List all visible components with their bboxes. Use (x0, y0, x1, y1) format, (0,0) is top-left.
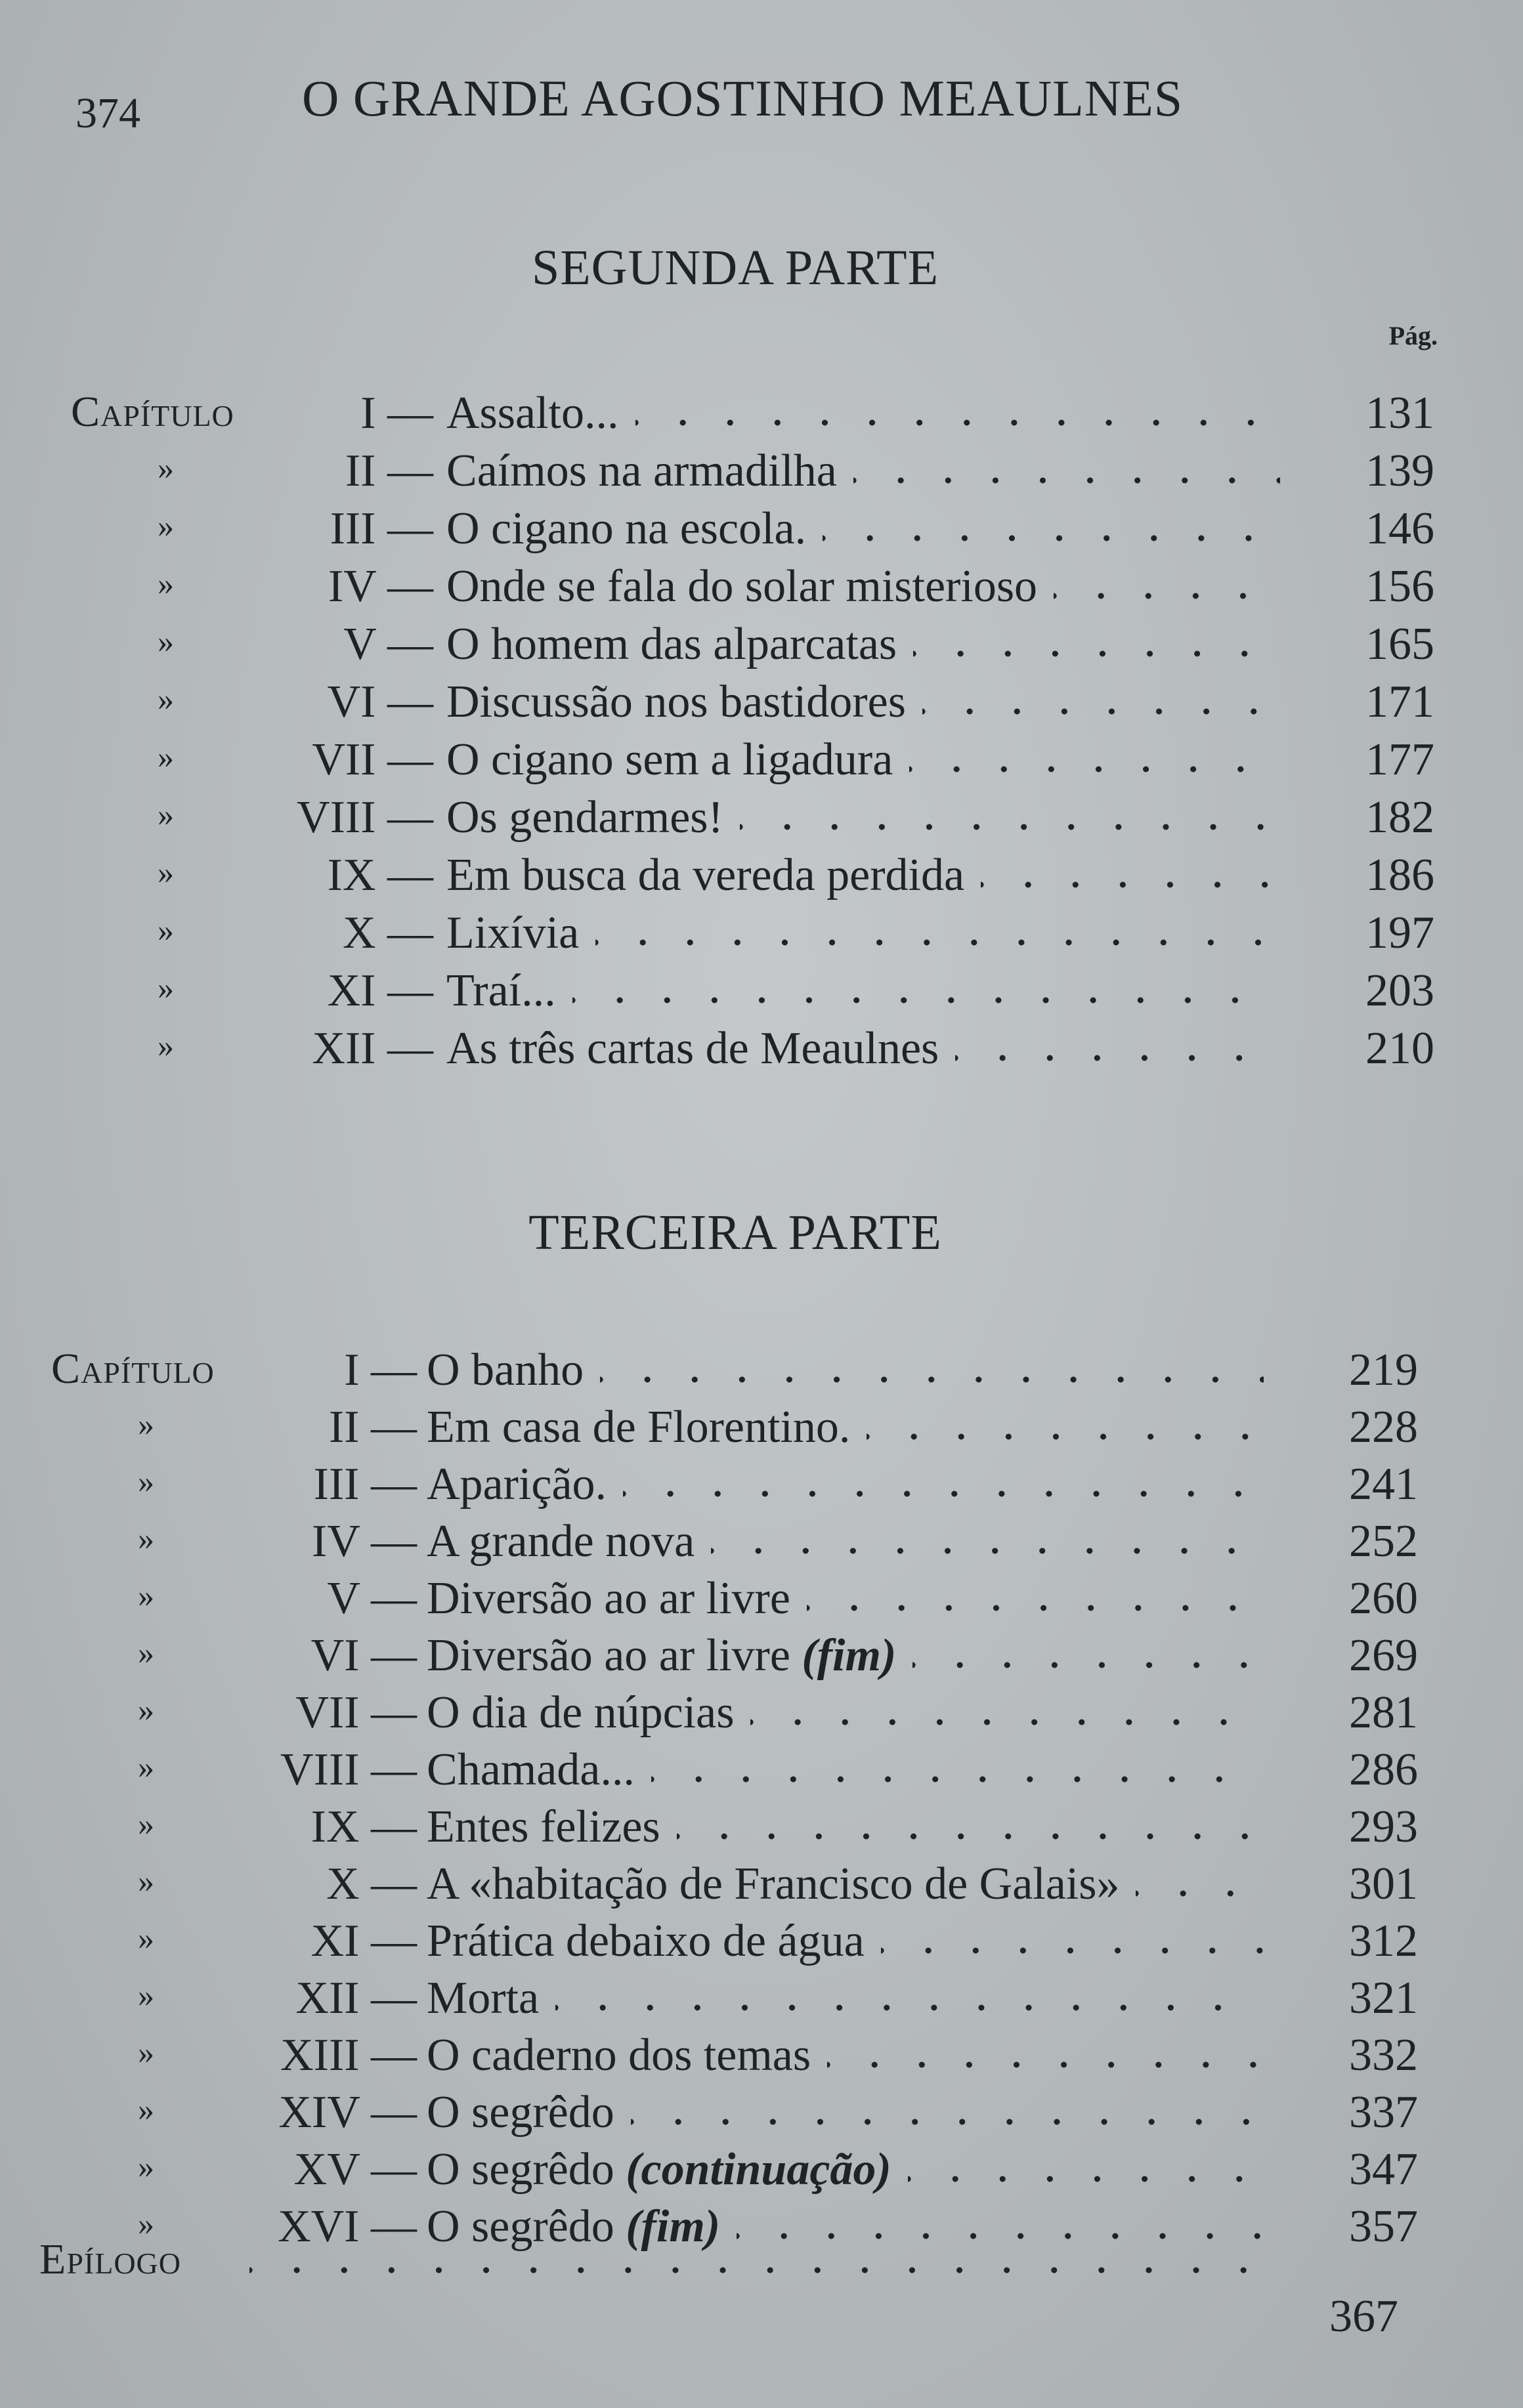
chapter-title-text: O segrêdo (427, 2201, 614, 2252)
ditto-mark: » (138, 2091, 154, 2128)
chapter-page: 312 (1349, 1916, 1418, 1966)
chapter-page: 182 (1365, 792, 1434, 843)
toc-row[interactable] (0, 2086, 1523, 2144)
dot-leader (631, 2096, 1264, 2135)
chapter-numeral: V (327, 1573, 360, 1624)
chapter-title-text: O dia de núpcias (427, 1687, 735, 1738)
chapter-number: IV — (328, 561, 433, 612)
ditto-mark: » (138, 1691, 154, 1728)
dot-leader (249, 2244, 1274, 2283)
chapter-number: VI — (327, 677, 433, 727)
chapter-number: XV — (293, 2144, 417, 2195)
toc-row[interactable] (0, 560, 1523, 618)
ditto-mark: » (138, 2205, 154, 2242)
dot-leader (881, 1924, 1264, 1964)
dot-leader (651, 1753, 1264, 1792)
chapter-title (446, 560, 1037, 613)
chapter-numeral: III (313, 1459, 360, 1510)
ditto-mark: » (138, 2148, 154, 2185)
chapter-title (427, 2144, 891, 2196)
dot-leader (853, 454, 1280, 494)
toc-row[interactable] (0, 792, 1523, 849)
chapter-title-text: Em casa de Florentino. (427, 1402, 851, 1452)
chapter-title (446, 676, 906, 729)
dot-leader (677, 1810, 1264, 1849)
chapter-title-text: Diversão ao ar livre (427, 1573, 790, 1624)
epilogue-label: Epílogo (39, 2235, 181, 2283)
chapter-numeral: XII (295, 1973, 360, 2023)
chapter-number: VIII — (297, 792, 433, 843)
dot-leader (908, 2153, 1264, 2192)
chapter-number: II — (328, 1402, 417, 1452)
toc-row[interactable] (0, 2029, 1523, 2087)
chapter-page: 165 (1365, 619, 1434, 669)
dot-leader (823, 512, 1280, 551)
chapter-number: VI — (311, 1630, 417, 1681)
chapter-title-text: O segrêdo (427, 2087, 614, 2138)
chapter-numeral: VI (327, 677, 376, 727)
chapter-title (446, 907, 579, 960)
chapter-numeral: XIII (280, 2030, 360, 2081)
ditto-mark: » (138, 1806, 154, 1842)
page-column-label: Pág. (1388, 321, 1438, 350)
chapter-title-text: Discussão nos bastidores (446, 677, 906, 727)
chapter-page: 357 (1349, 2201, 1418, 2252)
chapter-title (427, 2086, 614, 2139)
chapter-page: 177 (1365, 734, 1434, 785)
chapter-title-text: Prática debaixo de água (427, 1916, 865, 1966)
toc-row[interactable] (0, 965, 1523, 1023)
chapter-number: II — (345, 446, 433, 496)
ditto-mark: » (158, 738, 174, 775)
chapter-numeral: I (360, 388, 376, 438)
ditto-mark: » (158, 796, 174, 833)
toc-row[interactable] (0, 907, 1523, 965)
epilogue-row[interactable] (0, 2235, 1523, 2342)
chapter-page: 260 (1349, 1573, 1418, 1624)
chapter-title (427, 1401, 850, 1454)
ditto-mark: » (138, 2034, 154, 2071)
part-title-terceira: TERCEIRA PARTE (528, 1205, 942, 1260)
toc-row[interactable] (0, 1344, 1523, 1402)
chapter-number: X — (326, 1859, 417, 1909)
chapter-title-suffix: (fim) (802, 1630, 897, 1681)
chapter-title (427, 1687, 734, 1739)
toc-row[interactable] (0, 849, 1523, 907)
dot-leader (555, 1981, 1264, 2021)
toc-row[interactable] (0, 1858, 1523, 1916)
dot-leader (827, 2038, 1264, 2078)
chapter-number: VII — (295, 1687, 417, 1738)
chapter-title (446, 792, 723, 844)
chapter-numeral: XV (293, 2144, 360, 2195)
chapter-number: VII — (312, 734, 433, 785)
page-number: 374 (75, 89, 140, 137)
chapter-title (446, 1023, 939, 1075)
chapter-title-text: Onde se fala do solar misterioso (446, 561, 1038, 612)
ditto-mark: » (158, 912, 174, 948)
part-title-segunda: SEGUNDA PARTE (531, 240, 939, 295)
dot-leader (807, 1582, 1264, 1621)
ditto-mark: » (138, 1863, 154, 1899)
toc-row[interactable] (0, 1515, 1523, 1573)
toc-row[interactable] (0, 1744, 1523, 1802)
chapter-title-text: O cigano sem a ligadura (446, 734, 893, 785)
ditto-mark: » (138, 1520, 154, 1557)
toc-row[interactable] (0, 387, 1523, 445)
toc-row[interactable] (0, 1023, 1523, 1080)
chapter-title-text: Entes felizes (427, 1802, 660, 1852)
chapter-title (427, 1744, 635, 1796)
toc-row[interactable] (0, 1458, 1523, 1516)
chapter-page: 131 (1365, 388, 1434, 438)
ditto-mark: » (158, 507, 174, 544)
chapter-title-text: Traí... (446, 965, 556, 1016)
chapter-title (446, 618, 897, 671)
chapter-numeral: V (343, 619, 376, 669)
dot-leader (981, 858, 1280, 898)
ditto-mark: » (138, 1920, 154, 1956)
chapter-title (446, 503, 806, 555)
chapter-title (446, 734, 893, 786)
chapter-title (446, 965, 556, 1017)
dot-leader (623, 1468, 1264, 1507)
ditto-mark: » (158, 854, 174, 891)
chapter-page: 337 (1349, 2087, 1418, 2138)
dot-leader (740, 801, 1280, 840)
chapter-title-text: O banho (427, 1345, 584, 1395)
chapter-numeral: III (330, 503, 376, 554)
dot-leader (600, 1353, 1264, 1393)
page-header (0, 62, 1523, 135)
chapter-page: 293 (1349, 1802, 1418, 1852)
chapter-page: 219 (1349, 1345, 1418, 1395)
chapter-numeral: XI (311, 1916, 360, 1966)
ditto-mark: » (158, 450, 174, 486)
chapter-numeral: II (328, 1402, 360, 1452)
chapter-title-text: As três cartas de Meaulnes (446, 1023, 939, 1074)
chapter-title (427, 1630, 896, 1682)
toc-row[interactable] (0, 1401, 1523, 1459)
chapter-numeral: XVI (278, 2201, 360, 2252)
chapter-title-suffix: (continuação) (626, 2144, 891, 2195)
chapter-title (427, 1573, 790, 1625)
chapter-numeral: VI (311, 1630, 360, 1681)
chapter-number: XII — (295, 1973, 417, 2023)
chapter-title-text: A grande nova (427, 1516, 695, 1567)
ditto-mark: » (138, 1406, 154, 1443)
toc-row[interactable] (0, 1801, 1523, 1859)
chapter-numeral: XIV (278, 2087, 360, 2138)
chapter-numeral: IX (311, 1802, 360, 1852)
chapter-numeral: XII (312, 1023, 376, 1074)
chapter-number: I — (360, 388, 433, 438)
chapter-title-text: A «habitação de Francisco de Galais» (427, 1859, 1120, 1909)
chapter-page: 210 (1365, 1023, 1434, 1074)
dot-leader (955, 1032, 1280, 1071)
ditto-mark: » (138, 1748, 154, 1785)
toc-row[interactable] (0, 1573, 1523, 1630)
chapter-number: XVI — (278, 2201, 417, 2252)
toc-row[interactable] (0, 1915, 1523, 1973)
chapter-page: 347 (1349, 2144, 1418, 2195)
chapter-title-text: O caderno dos temas (427, 2030, 811, 2081)
dot-leader (909, 743, 1280, 782)
chapter-numeral: VII (312, 734, 376, 785)
chapter-numeral: IV (328, 561, 376, 612)
dot-leader (750, 1696, 1264, 1735)
chapter-title (427, 1344, 584, 1397)
chapter-title (446, 445, 837, 497)
chapter-number: X — (342, 908, 433, 958)
ditto-mark: » (138, 1577, 154, 1614)
dot-leader (912, 1639, 1264, 1678)
chapter-title-text: O homem das alparcatas (446, 619, 897, 669)
chapter-title (427, 1458, 607, 1511)
chapter-title-text: O cigano na escola. (446, 503, 807, 554)
chapter-page: 301 (1349, 1859, 1418, 1909)
chapter-page: 241 (1349, 1459, 1418, 1510)
chapter-number: III — (330, 503, 433, 554)
chapter-number: III — (313, 1459, 417, 1510)
ditto-mark: » (138, 1634, 154, 1671)
chapter-numeral: XI (327, 965, 376, 1016)
ditto-mark: » (158, 565, 174, 602)
chapter-title-text: Morta (427, 1973, 540, 2023)
chapter-page: 197 (1365, 908, 1434, 958)
chapter-title-text: Os gendarmes! (446, 792, 723, 843)
dot-leader (1054, 570, 1280, 609)
toc-row[interactable] (0, 1972, 1523, 2030)
toc-row[interactable] (0, 445, 1523, 503)
chapter-page: 228 (1349, 1402, 1418, 1452)
chapter-number: XI — (311, 1916, 417, 1966)
chapter-title-text: Chamada... (427, 1744, 635, 1795)
chapter-number: XIV — (278, 2087, 417, 2138)
chapter-page: 281 (1349, 1687, 1418, 1738)
epilogue-page: 367 (1329, 2291, 1398, 2342)
dot-leader (711, 1525, 1264, 1564)
chapter-title (427, 1915, 865, 1968)
dot-leader (572, 974, 1280, 1013)
chapter-page: 171 (1365, 677, 1434, 727)
chapter-number: VIII — (280, 1744, 417, 1795)
chapter-page: 203 (1365, 965, 1434, 1016)
chapter-title-text: Caímos na armadilha (446, 446, 837, 496)
chapter-numeral: IV (311, 1516, 360, 1567)
chapter-label: Capítulo (71, 388, 234, 436)
chapter-page: 156 (1365, 561, 1434, 612)
chapter-number: XI — (327, 965, 433, 1016)
chapter-page: 186 (1365, 850, 1434, 900)
ditto-mark: » (158, 1027, 174, 1064)
chapter-title (427, 2029, 811, 2082)
chapter-title (427, 1858, 1119, 1911)
chapter-title (427, 1801, 660, 1853)
toc-row[interactable] (0, 618, 1523, 676)
chapter-title (446, 849, 964, 902)
dot-leader (867, 1410, 1264, 1450)
ditto-mark: » (158, 623, 174, 660)
chapter-number: V — (343, 619, 433, 669)
chapter-title-text: Diversão ao ar livre (427, 1630, 790, 1681)
toc-row[interactable] (0, 1630, 1523, 1687)
chapter-numeral: II (345, 446, 376, 496)
chapter-title-text: O segrêdo (427, 2144, 614, 2195)
chapter-title-text: Aparição. (427, 1459, 607, 1510)
dot-leader (913, 627, 1280, 667)
chapter-numeral: IX (327, 850, 376, 900)
ditto-mark: » (138, 1977, 154, 2014)
toc-row[interactable] (0, 676, 1523, 734)
chapter-page: 146 (1365, 503, 1434, 554)
chapter-page: 269 (1349, 1630, 1418, 1681)
dot-leader (595, 916, 1280, 956)
chapter-title-text: Lixívia (446, 908, 580, 958)
ditto-mark: » (158, 681, 174, 717)
running-title: O GRANDE AGOSTINHO MEAULNES (302, 70, 1184, 127)
chapter-page: 286 (1349, 1744, 1418, 1795)
chapter-page: 332 (1349, 2030, 1418, 2081)
chapter-numeral: X (342, 908, 376, 958)
dot-leader (635, 396, 1280, 436)
chapter-label: Capítulo (51, 1345, 215, 1393)
chapter-number: IV — (311, 1516, 417, 1567)
toc-row[interactable] (0, 1687, 1523, 1744)
toc-row[interactable] (0, 503, 1523, 560)
ditto-mark: » (158, 969, 174, 1006)
chapter-title-text: Em busca da vereda perdida (446, 850, 965, 900)
chapter-number: IX — (311, 1802, 417, 1852)
toc-row[interactable] (0, 2144, 1523, 2201)
toc-row[interactable] (0, 734, 1523, 792)
chapter-page: 139 (1365, 446, 1434, 496)
chapter-title (446, 387, 619, 440)
chapter-numeral: VIII (297, 792, 376, 843)
chapter-number: V — (327, 1573, 417, 1624)
chapter-number: XII — (312, 1023, 433, 1074)
dot-leader (922, 685, 1280, 725)
chapter-numeral: VII (295, 1687, 360, 1738)
chapter-page: 321 (1349, 1973, 1418, 2023)
chapter-number: XIII — (280, 2030, 417, 2081)
chapter-page: 252 (1349, 1516, 1418, 1567)
chapter-numeral: VIII (280, 1744, 360, 1795)
chapter-number: IX — (327, 850, 433, 900)
chapter-numeral: I (344, 1345, 360, 1395)
ditto-mark: » (138, 1463, 154, 1500)
dot-leader (1136, 1867, 1264, 1907)
chapter-numeral: X (326, 1859, 360, 1909)
chapter-title-text: Assalto... (446, 388, 619, 438)
chapter-title-suffix: (fim) (626, 2201, 721, 2252)
chapter-title (427, 1515, 695, 1568)
chapter-number: I — (344, 1345, 417, 1395)
chapter-title (427, 1972, 539, 2025)
